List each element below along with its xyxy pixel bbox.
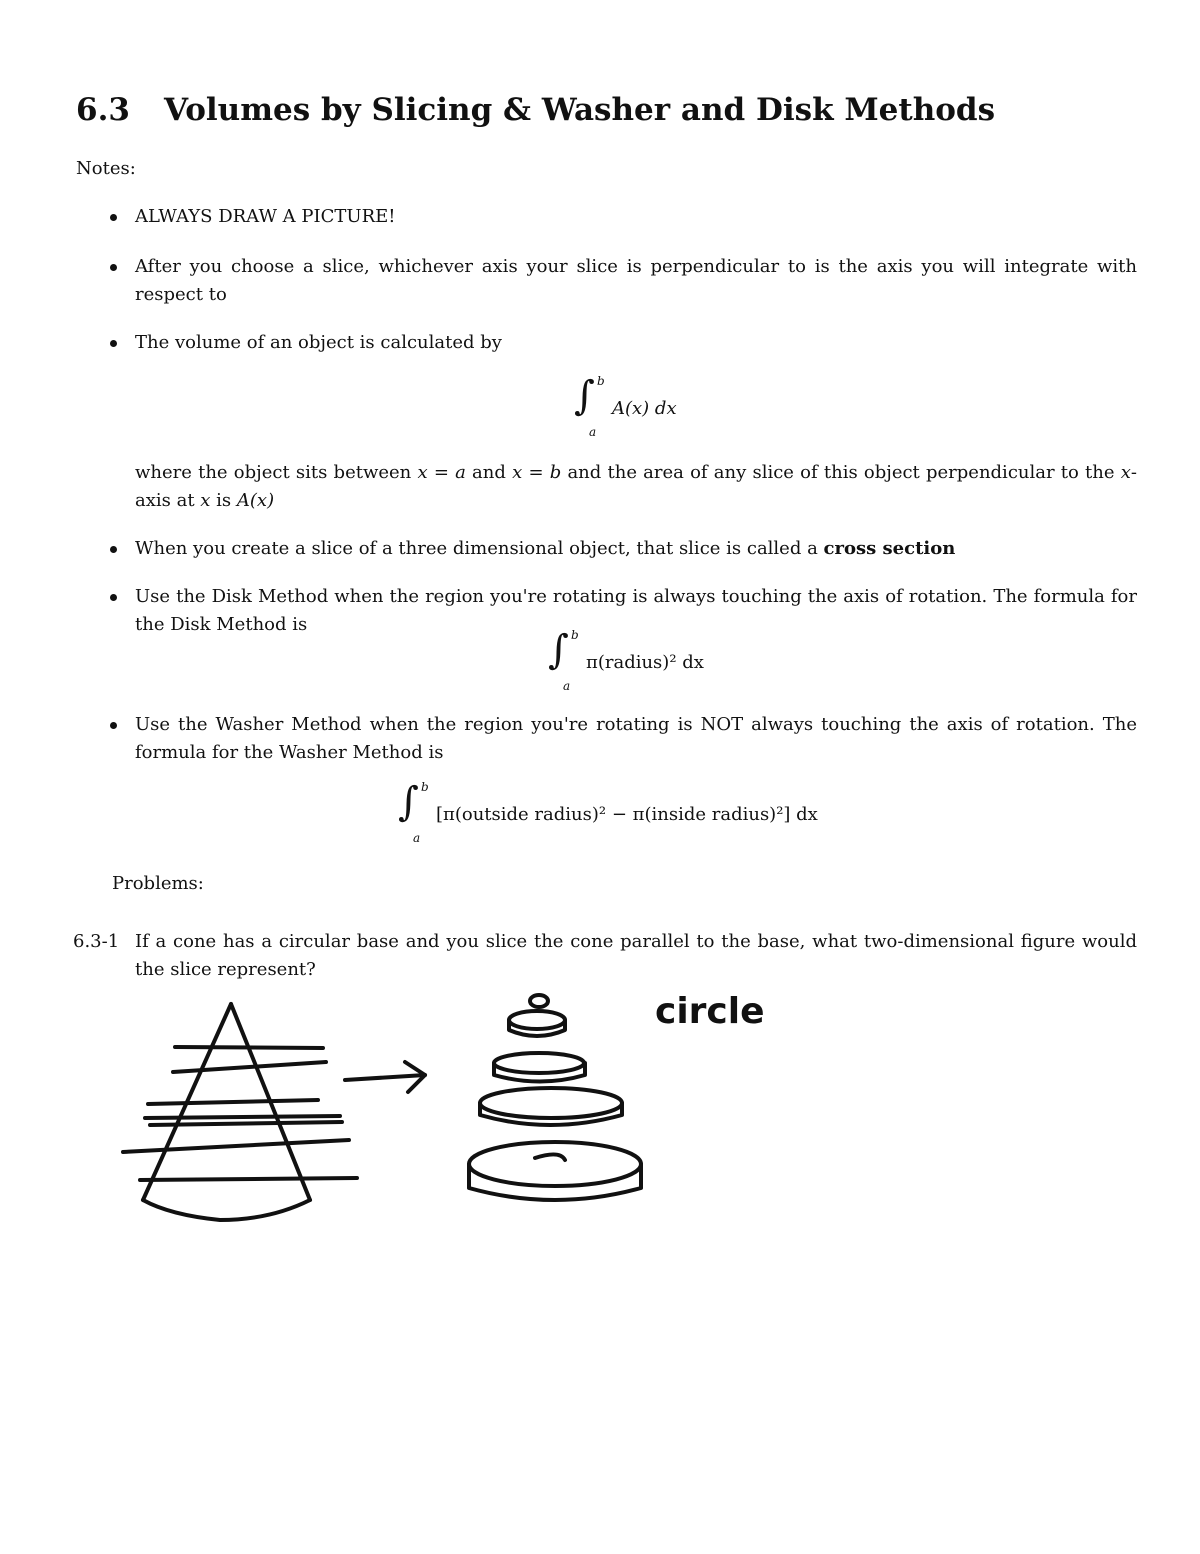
note-volume-explanation: where the object sits between x = a and x = b and the area of any slice of this object perpendicular to the x-axis at x is A(x) (135, 462, 1137, 511)
note-draw-picture: ALWAYS DRAW A PICTURE! (135, 203, 1137, 231)
section-number: 6.3 (76, 92, 130, 128)
problems-label: Problems: (112, 873, 204, 894)
cone-drawing (123, 1004, 357, 1220)
problem-number: 6.3-1 (73, 931, 120, 952)
document-page: 6.3 Volumes by Slicing & Washer and Disk Methods Notes: ALWAYS DRAW A PICTURE! After you choose a slice, whichever axis your slice is perpendicular to is the axis you will integrate with respect to The volume of an object is calculated by ∫ b a A(x) dx where the object sits between x = a and x = b and the area of any slice of this object perpendicular to the x-axis at x is A(x) When you create a slice of a three dimensional object, that slice is called a cross section Use the Disk Method when the region you're rotating is always touching the axis of rotation. The formula for the Disk Method is ∫ b a π(radius)² dx Use the Washer Method when the region you're rotating is NOT always touching the axis of rotation. The formula for the Washer Method is ∫ b a [π(outside radius)² − π(inside radius)²] dx Problems: 6.3-1 If a cone has a circular base and you slice the cone parallel to the base, what two-dimensional figure would the slice represent? circle (0, 0, 1200, 1554)
problem-text: If a cone has a circular base and you slice the cone parallel to the base, what two-dimensional figure would the slice represent? (135, 931, 1137, 980)
note-disk-method: Use the Disk Method when the region you're rotating is always touching the axis of rotation. The formula for the Disk Method is (135, 583, 1137, 639)
note-washer-method: Use the Washer Method when the region you're rotating is NOT always touching the axis of rotation. The formula for the Washer Method is (135, 711, 1137, 767)
notes-label: Notes: (76, 158, 136, 179)
section-heading: Volumes by Slicing & Washer and Disk Methods (164, 92, 996, 128)
integral-sign-icon: ∫ (548, 627, 569, 673)
handwritten-answer: circle (655, 991, 765, 1032)
integral-sign-icon: ∫ (574, 373, 595, 419)
integral-sign-icon: ∫ (398, 779, 419, 825)
note-volume: The volume of an object is calculated by (135, 329, 1137, 357)
arrow-icon (345, 1062, 425, 1092)
disk-stack-drawing (469, 995, 641, 1200)
note-slice-axis: After you choose a slice, whichever axis your slice is perpendicular to is the axis you will integrate with respect to (135, 253, 1137, 309)
note-cross-section: When you create a slice of a three dimensional object, that slice is called a cross section (135, 535, 1137, 563)
